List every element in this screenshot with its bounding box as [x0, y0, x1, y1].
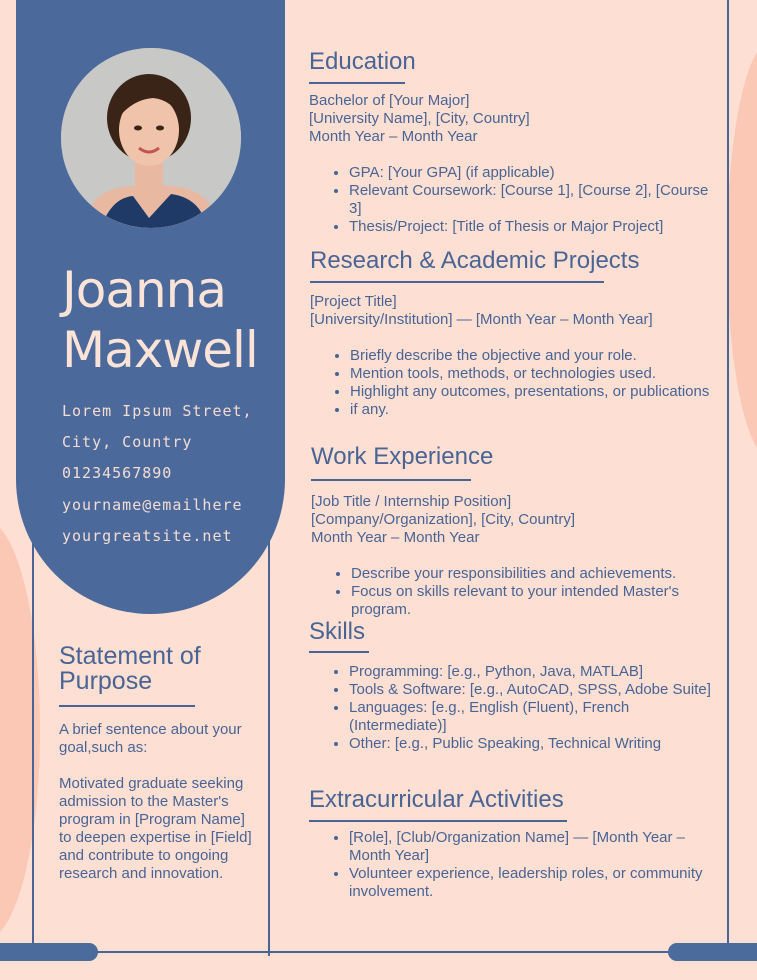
education-bullets: [309, 164, 719, 236]
decorative-bar-right: [668, 943, 757, 961]
extracurricular-bullets: [309, 829, 709, 901]
work-section: [311, 493, 726, 619]
research-project-title: [Project Title]: [310, 293, 397, 310]
list-item: • Focus on skills relevant to your intended Master's program.: [351, 583, 726, 619]
contact-website: yourgreatsite.net: [62, 526, 233, 545]
research-underline: [310, 281, 604, 283]
list-item: • Describe your responsibilities and achievements.: [351, 565, 726, 583]
list-item: • [Role], [Club/Organization Name] — [Month Year – Month Year]: [349, 829, 709, 865]
sop-body: Motivated graduate seeking admission to the Master's program in [Program Name] to deepen expertise in [Field] and contribute to ongoing research and innovation.: [59, 775, 252, 882]
extracurricular-title: Extracurricular Activities: [309, 786, 564, 813]
education-title: Education: [309, 48, 416, 75]
contact-address-line1: Lorem Ipsum Street,: [62, 402, 253, 420]
sop-intro: A brief sentence about your goal,such as:: [59, 721, 242, 756]
list-item: • Mention tools, methods, or technologies used.: [350, 365, 720, 383]
work-dates: Month Year – Month Year: [311, 529, 480, 546]
frame-line-left: [32, 540, 34, 952]
education-underline: [309, 82, 405, 84]
contact-info: [62, 398, 272, 554]
education-section: [309, 92, 719, 236]
list-item: • Highlight any outcomes, presentations, or publications: [350, 383, 720, 401]
list-item: • Other: [e.g., Public Speaking, Technical Writing: [349, 735, 724, 753]
extracurricular-underline: [309, 820, 567, 822]
sop-title: Statement of Purpose: [59, 642, 201, 695]
contact-address-line2: City, Country: [62, 433, 193, 452]
list-item: • Languages: [e.g., English (Fluent), French (Intermediate)]: [349, 699, 724, 735]
profile-name: [62, 260, 272, 380]
list-item: • Thesis/Project: [Title of Thesis or Major Project]: [349, 218, 719, 236]
last-name: Maxwell: [62, 321, 258, 379]
work-underline: [311, 479, 471, 481]
list-item: • Programming: [e.g., Python, Java, MATLAB]: [349, 663, 724, 681]
list-item: • Relevant Coursework: [Course 1], [Course 2], [Course 3]: [349, 182, 719, 218]
first-name: Joanna: [62, 261, 226, 319]
skills-title: Skills: [309, 618, 366, 645]
list-item: • Tools & Software: [e.g., AutoCAD, SPSS, Adobe Suite]: [349, 681, 724, 699]
education-dates: Month Year – Month Year: [309, 128, 478, 145]
contact-email: yourname@emailhere: [62, 495, 243, 514]
skills-underline: [309, 651, 369, 653]
frame-line-bottom: [32, 951, 729, 953]
skills-bullets: [309, 663, 724, 753]
extracurricular-section: [309, 829, 709, 901]
education-degree: Bachelor of [Your Major]: [309, 92, 470, 109]
work-bullets: [311, 565, 726, 619]
list-item: • Briefly describe the objective and your role.: [350, 347, 720, 365]
frame-line-divider: [268, 540, 270, 956]
education-university: [University Name], [City, Country]: [309, 110, 530, 127]
work-job-title: [Job Title / Internship Position]: [311, 493, 512, 510]
skills-section: [309, 663, 724, 753]
sop-text: [59, 721, 259, 901]
research-bullets: [310, 347, 720, 419]
frame-line-right: [727, 0, 729, 952]
work-company: [Company/Organization], [City, Country]: [311, 511, 575, 528]
sop-underline: [59, 705, 195, 707]
profile-photo: [61, 48, 241, 228]
list-item: • if any.: [350, 401, 720, 419]
research-institution: [University/Institution] — [Month Year – Month Year]: [310, 311, 653, 328]
decorative-bar-left: [0, 943, 98, 961]
decorative-circle-right: [727, 40, 757, 460]
list-item: • Volunteer experience, leadership roles, or community involvement.: [349, 865, 709, 901]
list-item: • GPA: [Your GPA] (if applicable): [349, 164, 719, 182]
work-title: Work Experience: [311, 443, 494, 470]
research-section: [310, 293, 720, 419]
research-title: Research & Academic Projects: [310, 247, 640, 274]
decorative-circle-left: [0, 520, 40, 940]
contact-phone: 01234567890: [62, 464, 173, 483]
